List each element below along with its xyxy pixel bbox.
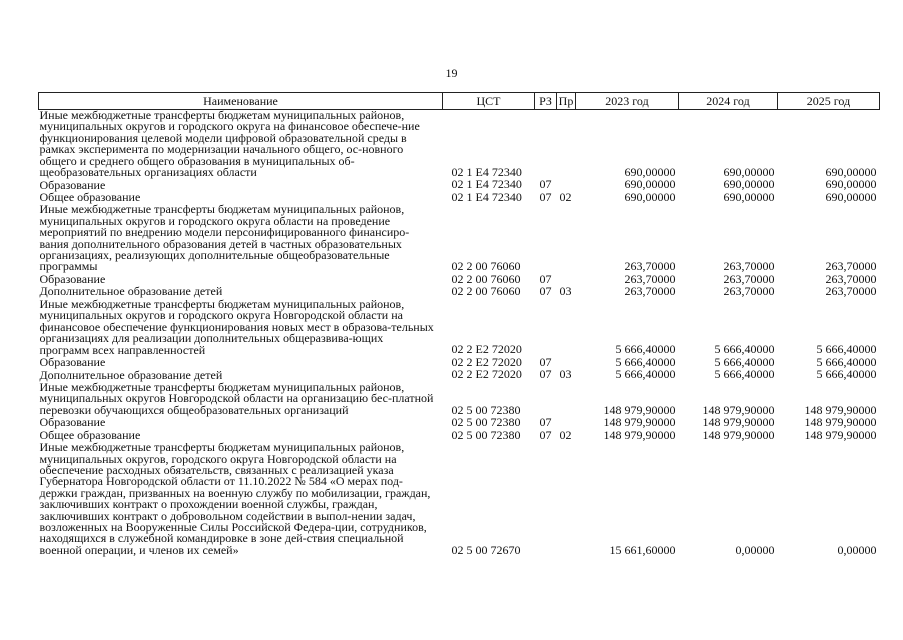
row-value-2025: 148 979,90000: [804, 415, 877, 430]
row-value-2025: 5 666,40000: [816, 367, 877, 382]
row-rz: [535, 382, 557, 417]
row-pr: [557, 382, 576, 417]
row-value-2025: 5 666,40000: [816, 342, 877, 357]
row-value-2024: 690,00000: [723, 189, 775, 204]
row-pr: [557, 110, 576, 180]
row-value-2023: 263,70000: [624, 259, 676, 274]
header-cst: ЦСТ: [443, 93, 535, 110]
row-value-2023: 148 979,90000: [603, 402, 676, 417]
row-value-2023: 5 666,40000: [615, 367, 676, 382]
table-row: [39, 382, 880, 417]
row-value-2024: 148 979,90000: [702, 415, 775, 430]
row-rz: 07: [539, 354, 552, 369]
row-value-2023: 148 979,90000: [603, 415, 676, 430]
row-value-2023: 5 666,40000: [615, 354, 676, 369]
row-cst: 02 1 E4 72340: [451, 164, 522, 179]
row-pr: 03: [559, 367, 572, 382]
header-2024: 2024 год: [679, 93, 778, 110]
row-value-2023: 15 661,60000: [609, 542, 676, 557]
row-name: Образование: [39, 415, 106, 430]
row-value-2025: 5 666,40000: [816, 354, 877, 369]
budget-table-container: [38, 92, 879, 557]
row-rz: [535, 110, 557, 180]
row-rz: 07: [539, 367, 552, 382]
row-rz: [535, 204, 557, 273]
row-value-2025: 263,70000: [825, 271, 877, 286]
row-name: Общее образование: [39, 427, 141, 442]
row-rz: 07: [539, 177, 552, 192]
row-rz: 07: [539, 415, 552, 430]
row-value-2025: 0,00000: [837, 542, 877, 557]
table-row: [39, 110, 880, 180]
row-cst: 02 2 00 76060: [451, 271, 521, 286]
row-name: Дополнительное образование детей: [39, 367, 223, 382]
row-name: Дополнительное образование детей: [39, 284, 223, 299]
row-value-2024: 690,00000: [723, 164, 775, 179]
row-value-2024: 690,00000: [723, 177, 775, 192]
table-row: [39, 442, 880, 557]
row-name: Иные межбюджетные трансферты бюджетам муниципальных районов, муниципальных округов и городского округа на финансовое обеспече-ние функционирования целевой модели цифровой образовательной среды в рамках эксперимента по модернизации начального общего, ос-новного общего и среднего общего образования в муниципальных об-щеобразовательных организациях области: [39, 108, 420, 180]
row-name: Иные межбюджетные трансферты бюджетам муниципальных районов, муниципальных округов, городского округа Новгородской области на обеспечение расходных обязательств, связанных с реализацией указа Губернатора Новгородской области от 11.10.2022 № 584 «О мерах под-держки граждан, призванных на военную службу по мобилизации, граждан, заключивших контракт о прохождении военной службы, граждан, заключивших контракт о добровольном содействии в выпол-нении задач, возложенных на Вооруженные Силы Российской Федера-ции, сотрудников, находящихся в служебной командировке в зоне дей-ствия специальной военной операции, и членов их семей»: [39, 440, 431, 557]
row-value-2023: 690,00000: [624, 177, 676, 192]
row-value-2023: 690,00000: [624, 189, 676, 204]
row-value-2024: 5 666,40000: [714, 342, 775, 357]
row-pr: 02: [559, 189, 572, 204]
header-2023: 2023 год: [576, 93, 679, 110]
table-body: [39, 110, 880, 558]
row-cst: 02 2 E2 72020: [451, 354, 522, 369]
row-value-2025: 263,70000: [825, 284, 877, 299]
row-value-2025: 148 979,90000: [804, 427, 877, 442]
row-value-2024: 263,70000: [723, 271, 775, 286]
row-name: Иные межбюджетные трансферты бюджетам муниципальных районов, муниципальных округов и городского округа Новгородской области на финансовое обеспечение функционирования новых мест в образова-тельных организациях для реализации дополнительных общеразвива-ющих программ всех направленностей: [39, 296, 434, 357]
row-pr: [557, 442, 576, 557]
row-name: Иные межбюджетные трансферты бюджетам муниципальных районов, муниципальных округов Новгородской области на организацию бес-платной перевозки обучающихся общеобразовательных организаций: [39, 379, 434, 417]
table-header: [39, 93, 880, 110]
row-name: Образование: [39, 271, 106, 286]
row-cst: 02 5 00 72670: [451, 542, 521, 557]
header-row: [39, 93, 880, 110]
row-cst: 02 2 E2 72020: [451, 342, 522, 357]
row-cst: 02 5 00 72380: [451, 427, 521, 442]
row-pr: [557, 204, 576, 273]
row-name: Образование: [39, 177, 106, 192]
row-cst: 02 2 00 76060: [451, 284, 521, 299]
row-name: Общее образование: [39, 190, 141, 205]
row-value-2024: 0,00000: [735, 542, 775, 557]
row-cst: 02 5 00 72380: [451, 415, 521, 430]
row-value-2024: 148 979,90000: [702, 402, 775, 417]
row-pr: 02: [559, 427, 572, 442]
row-rz: 07: [539, 271, 552, 286]
row-value-2023: 263,70000: [624, 271, 676, 286]
row-value-2023: 263,70000: [624, 284, 676, 299]
row-value-2024: 5 666,40000: [714, 367, 775, 382]
row-value-2024: 263,70000: [723, 284, 775, 299]
row-rz: 07: [539, 427, 552, 442]
row-value-2025: 690,00000: [825, 164, 877, 179]
table-row: [39, 204, 880, 273]
row-rz: 07: [539, 189, 552, 204]
row-cst: 02 5 00 72380: [451, 402, 521, 417]
header-2025: 2025 год: [778, 93, 880, 110]
row-cst: 02 1 E4 72340: [451, 189, 522, 204]
row-name: Иные межбюджетные трансферты бюджетам муниципальных районов, муниципальных округов и городского округа области на проведение мероприятий по внедрению модели персонифицированного финансиро-вания дополнительного образования детей в частных образовательных организациях, реализующих дополнительные общеобразовательные программы: [39, 202, 410, 274]
row-value-2025: 148 979,90000: [804, 402, 877, 417]
row-value-2025: 690,00000: [825, 189, 877, 204]
row-value-2023: 5 666,40000: [615, 342, 676, 357]
row-pr: 03: [559, 284, 572, 299]
header-rz: РЗ: [535, 93, 557, 110]
header-pr: Пр: [557, 93, 576, 110]
row-value-2024: 148 979,90000: [702, 427, 775, 442]
row-cst: 02 2 00 76060: [451, 259, 521, 274]
row-value-2024: 263,70000: [723, 259, 775, 274]
budget-table: [38, 92, 880, 557]
row-value-2024: 5 666,40000: [714, 354, 775, 369]
page-number: 19: [445, 66, 458, 80]
table-row: [39, 299, 880, 357]
row-rz: [535, 299, 557, 357]
row-value-2023: 690,00000: [624, 164, 676, 179]
row-cst: 02 1 E4 72340: [451, 177, 522, 192]
header-name: Наименование: [39, 93, 443, 110]
row-rz: 07: [539, 284, 552, 299]
row-pr: [557, 299, 576, 357]
row-value-2025: 690,00000: [825, 177, 877, 192]
row-value-2025: 263,70000: [825, 259, 877, 274]
row-rz: [535, 442, 557, 557]
row-name: Образование: [39, 355, 106, 369]
row-value-2023: 148 979,90000: [603, 427, 676, 442]
row-cst: 02 2 E2 72020: [451, 367, 522, 382]
